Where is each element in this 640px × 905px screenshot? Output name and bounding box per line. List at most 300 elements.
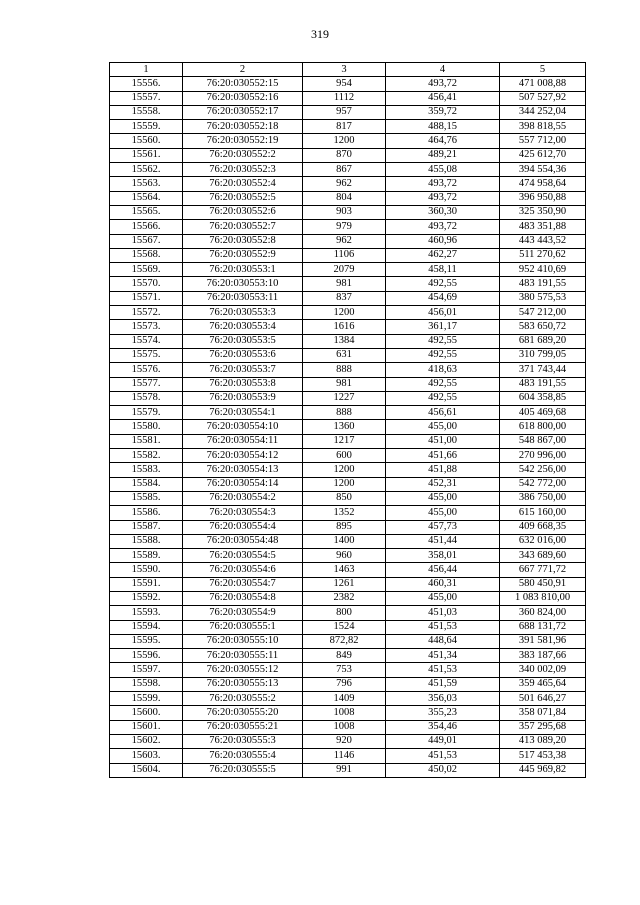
table-cell: 356,03 bbox=[386, 692, 500, 706]
table-cell: 462,27 bbox=[386, 248, 500, 262]
table-cell: 455,00 bbox=[386, 420, 500, 434]
table-cell: 354,46 bbox=[386, 720, 500, 734]
table-cell: 15560. bbox=[110, 134, 183, 148]
table-cell: 615 160,00 bbox=[500, 506, 586, 520]
table-cell: 15575. bbox=[110, 348, 183, 362]
table-cell: 15565. bbox=[110, 205, 183, 219]
table-cell: 451,03 bbox=[386, 606, 500, 620]
table-cell: 667 771,72 bbox=[500, 563, 586, 577]
table-row bbox=[110, 91, 586, 105]
table-row bbox=[110, 463, 586, 477]
table-cell: 394 554,36 bbox=[500, 163, 586, 177]
table-row bbox=[110, 177, 586, 191]
table-cell: 15576. bbox=[110, 363, 183, 377]
table-row bbox=[110, 105, 586, 119]
table-cell: 76:20:030554:14 bbox=[183, 477, 303, 491]
table-cell: 76:20:030554:4 bbox=[183, 520, 303, 534]
table-cell: 15566. bbox=[110, 220, 183, 234]
table-cell: 471 008,88 bbox=[500, 77, 586, 91]
table-cell: 15587. bbox=[110, 520, 183, 534]
table-cell: 474 958,64 bbox=[500, 177, 586, 191]
table-cell: 895 bbox=[303, 520, 386, 534]
table-cell: 76:20:030555:13 bbox=[183, 677, 303, 691]
table-cell: 483 351,88 bbox=[500, 220, 586, 234]
table-cell: 361,17 bbox=[386, 320, 500, 334]
table-cell: 15602. bbox=[110, 734, 183, 748]
table-cell: 76:20:030554:48 bbox=[183, 534, 303, 548]
table-cell: 15589. bbox=[110, 549, 183, 563]
table-cell: 456,61 bbox=[386, 406, 500, 420]
table-cell: 542 256,00 bbox=[500, 463, 586, 477]
table-cell: 1146 bbox=[303, 749, 386, 763]
table-cell: 548 867,00 bbox=[500, 434, 586, 448]
table-cell: 872,82 bbox=[303, 634, 386, 648]
table-cell: 344 252,04 bbox=[500, 105, 586, 119]
table-cell: 76:20:030555:10 bbox=[183, 634, 303, 648]
table-cell: 398 818,55 bbox=[500, 120, 586, 134]
table-cell: 383 187,66 bbox=[500, 649, 586, 663]
table-cell: 460,31 bbox=[386, 577, 500, 591]
table-row bbox=[110, 720, 586, 734]
table-cell: 903 bbox=[303, 205, 386, 219]
table-cell: 488,15 bbox=[386, 120, 500, 134]
table-row bbox=[110, 134, 586, 148]
table-cell: 325 350,90 bbox=[500, 205, 586, 219]
table-cell: 15579. bbox=[110, 406, 183, 420]
table-cell: 451,53 bbox=[386, 620, 500, 634]
table-cell: 360,30 bbox=[386, 205, 500, 219]
table-cell: 15571. bbox=[110, 291, 183, 305]
table-cell: 456,01 bbox=[386, 306, 500, 320]
table-cell: 1261 bbox=[303, 577, 386, 591]
table-cell: 981 bbox=[303, 377, 386, 391]
table-cell: 425 612,70 bbox=[500, 148, 586, 162]
table-row bbox=[110, 377, 586, 391]
table-cell: 492,55 bbox=[386, 391, 500, 405]
table-cell: 493,72 bbox=[386, 220, 500, 234]
table-cell: 493,72 bbox=[386, 191, 500, 205]
table-cell: 681 689,20 bbox=[500, 334, 586, 348]
table-row bbox=[110, 148, 586, 162]
table-cell: 15600. bbox=[110, 706, 183, 720]
table-row bbox=[110, 363, 586, 377]
table-cell: 632 016,00 bbox=[500, 534, 586, 548]
table-cell: 76:20:030552:18 bbox=[183, 120, 303, 134]
table-cell: 15593. bbox=[110, 606, 183, 620]
table-row bbox=[110, 563, 586, 577]
table-cell: 1200 bbox=[303, 306, 386, 320]
table-cell: 76:20:030554:1 bbox=[183, 406, 303, 420]
column-header: 2 bbox=[183, 63, 303, 77]
table-row bbox=[110, 391, 586, 405]
table-cell: 358 071,84 bbox=[500, 706, 586, 720]
table-cell: 358,01 bbox=[386, 549, 500, 563]
table-cell: 979 bbox=[303, 220, 386, 234]
table-cell: 418,63 bbox=[386, 363, 500, 377]
table-cell: 340 002,09 bbox=[500, 663, 586, 677]
table-cell: 1360 bbox=[303, 420, 386, 434]
table-row bbox=[110, 191, 586, 205]
table-cell: 357 295,68 bbox=[500, 720, 586, 734]
table-cell: 451,59 bbox=[386, 677, 500, 691]
table-cell: 15580. bbox=[110, 420, 183, 434]
table-cell: 76:20:030553:10 bbox=[183, 277, 303, 291]
table-cell: 76:20:030553:1 bbox=[183, 263, 303, 277]
table-cell: 391 581,96 bbox=[500, 634, 586, 648]
table-cell: 76:20:030555:12 bbox=[183, 663, 303, 677]
table-row bbox=[110, 205, 586, 219]
table-cell: 451,53 bbox=[386, 749, 500, 763]
table-cell: 76:20:030552:2 bbox=[183, 148, 303, 162]
table-cell: 15558. bbox=[110, 105, 183, 119]
table-cell: 580 450,91 bbox=[500, 577, 586, 591]
table-cell: 492,55 bbox=[386, 377, 500, 391]
table-cell: 456,44 bbox=[386, 563, 500, 577]
table-cell: 405 469,68 bbox=[500, 406, 586, 420]
table-cell: 15591. bbox=[110, 577, 183, 591]
table-cell: 688 131,72 bbox=[500, 620, 586, 634]
table-cell: 15583. bbox=[110, 463, 183, 477]
table-cell: 76:20:030552:5 bbox=[183, 191, 303, 205]
table-cell: 1227 bbox=[303, 391, 386, 405]
table-cell: 557 712,00 bbox=[500, 134, 586, 148]
table-cell: 2382 bbox=[303, 591, 386, 605]
table-cell: 76:20:030554:8 bbox=[183, 591, 303, 605]
table-cell: 954 bbox=[303, 77, 386, 91]
table-cell: 464,76 bbox=[386, 134, 500, 148]
table-cell: 76:20:030552:6 bbox=[183, 205, 303, 219]
table-cell: 631 bbox=[303, 348, 386, 362]
table-cell: 600 bbox=[303, 449, 386, 463]
table-cell: 449,01 bbox=[386, 734, 500, 748]
table-cell: 455,00 bbox=[386, 491, 500, 505]
table-cell: 455,08 bbox=[386, 163, 500, 177]
table-cell: 76:20:030554:3 bbox=[183, 506, 303, 520]
table-cell: 492,55 bbox=[386, 334, 500, 348]
table-cell: 359,72 bbox=[386, 105, 500, 119]
table-cell: 15586. bbox=[110, 506, 183, 520]
page-number: 319 bbox=[311, 27, 329, 41]
table-cell: 604 358,85 bbox=[500, 391, 586, 405]
table-cell: 1112 bbox=[303, 91, 386, 105]
table-row bbox=[110, 234, 586, 248]
table-row bbox=[110, 634, 586, 648]
table-cell: 888 bbox=[303, 406, 386, 420]
table-cell: 15596. bbox=[110, 649, 183, 663]
table-cell: 800 bbox=[303, 606, 386, 620]
table-row bbox=[110, 320, 586, 334]
table-cell: 413 089,20 bbox=[500, 734, 586, 748]
table-cell: 867 bbox=[303, 163, 386, 177]
table-cell: 15590. bbox=[110, 563, 183, 577]
table-row bbox=[110, 406, 586, 420]
table-row bbox=[110, 549, 586, 563]
table-cell: 15557. bbox=[110, 91, 183, 105]
table-cell: 396 950,88 bbox=[500, 191, 586, 205]
table-cell: 492,55 bbox=[386, 277, 500, 291]
table-cell: 76:20:030554:12 bbox=[183, 449, 303, 463]
table-cell: 15569. bbox=[110, 263, 183, 277]
table-cell: 547 212,00 bbox=[500, 306, 586, 320]
table-cell: 409 668,35 bbox=[500, 520, 586, 534]
table-cell: 15599. bbox=[110, 692, 183, 706]
table-cell: 1400 bbox=[303, 534, 386, 548]
table-cell: 76:20:030553:6 bbox=[183, 348, 303, 362]
table-row bbox=[110, 449, 586, 463]
table-cell: 76:20:030555:2 bbox=[183, 692, 303, 706]
column-header: 3 bbox=[303, 63, 386, 77]
header-row bbox=[110, 63, 586, 77]
table-row bbox=[110, 420, 586, 434]
table-row bbox=[110, 692, 586, 706]
table-cell: 15568. bbox=[110, 248, 183, 262]
table-cell: 452,31 bbox=[386, 477, 500, 491]
table-cell: 583 650,72 bbox=[500, 320, 586, 334]
table-cell: 870 bbox=[303, 148, 386, 162]
table-row bbox=[110, 306, 586, 320]
table-cell: 15604. bbox=[110, 763, 183, 777]
table-row bbox=[110, 348, 586, 362]
table-cell: 76:20:030554:6 bbox=[183, 563, 303, 577]
table-row bbox=[110, 248, 586, 262]
table-cell: 492,55 bbox=[386, 348, 500, 362]
table-cell: 489,21 bbox=[386, 148, 500, 162]
table-row bbox=[110, 620, 586, 634]
table-row bbox=[110, 663, 586, 677]
table-row bbox=[110, 706, 586, 720]
table-cell: 1200 bbox=[303, 463, 386, 477]
table-cell: 76:20:030553:8 bbox=[183, 377, 303, 391]
table-cell: 451,34 bbox=[386, 649, 500, 663]
table-cell: 76:20:030554:9 bbox=[183, 606, 303, 620]
table-cell: 455,00 bbox=[386, 506, 500, 520]
table-cell: 76:20:030555:3 bbox=[183, 734, 303, 748]
table-row bbox=[110, 606, 586, 620]
table-cell: 76:20:030553:3 bbox=[183, 306, 303, 320]
table-cell: 850 bbox=[303, 491, 386, 505]
table-cell: 76:20:030552:3 bbox=[183, 163, 303, 177]
table-row bbox=[110, 263, 586, 277]
table-cell: 849 bbox=[303, 649, 386, 663]
table-cell: 15581. bbox=[110, 434, 183, 448]
table-cell: 457,73 bbox=[386, 520, 500, 534]
table-cell: 483 191,55 bbox=[500, 377, 586, 391]
table-row bbox=[110, 277, 586, 291]
table-cell: 542 772,00 bbox=[500, 477, 586, 491]
table-cell: 15559. bbox=[110, 120, 183, 134]
table-row bbox=[110, 677, 586, 691]
table-cell: 15573. bbox=[110, 320, 183, 334]
table-cell: 1106 bbox=[303, 248, 386, 262]
table-row bbox=[110, 734, 586, 748]
table-row bbox=[110, 120, 586, 134]
table-cell: 15601. bbox=[110, 720, 183, 734]
table-cell: 451,66 bbox=[386, 449, 500, 463]
table-cell: 493,72 bbox=[386, 177, 500, 191]
table-cell: 501 646,27 bbox=[500, 692, 586, 706]
table-cell: 1524 bbox=[303, 620, 386, 634]
table-cell: 15567. bbox=[110, 234, 183, 248]
table-row bbox=[110, 649, 586, 663]
table-cell: 618 800,00 bbox=[500, 420, 586, 434]
table-cell: 355,23 bbox=[386, 706, 500, 720]
table-cell: 76:20:030552:9 bbox=[183, 248, 303, 262]
table-cell: 76:20:030554:2 bbox=[183, 491, 303, 505]
table-cell: 15592. bbox=[110, 591, 183, 605]
table-cell: 451,88 bbox=[386, 463, 500, 477]
table-row bbox=[110, 534, 586, 548]
table-cell: 15564. bbox=[110, 191, 183, 205]
table-cell: 310 799,05 bbox=[500, 348, 586, 362]
table-cell: 1352 bbox=[303, 506, 386, 520]
table-cell: 371 743,44 bbox=[500, 363, 586, 377]
table-row bbox=[110, 434, 586, 448]
table-cell: 15603. bbox=[110, 749, 183, 763]
table-row bbox=[110, 520, 586, 534]
table-cell: 76:20:030552:7 bbox=[183, 220, 303, 234]
table-row bbox=[110, 477, 586, 491]
table-cell: 76:20:030553:5 bbox=[183, 334, 303, 348]
table-row bbox=[110, 763, 586, 777]
table-body bbox=[110, 77, 586, 778]
table-cell: 455,00 bbox=[386, 591, 500, 605]
table-cell: 454,69 bbox=[386, 291, 500, 305]
table-cell: 76:20:030554:11 bbox=[183, 434, 303, 448]
table-cell: 458,11 bbox=[386, 263, 500, 277]
table-cell: 15556. bbox=[110, 77, 183, 91]
column-header: 5 bbox=[500, 63, 586, 77]
table-cell: 76:20:030552:8 bbox=[183, 234, 303, 248]
table-cell: 76:20:030553:4 bbox=[183, 320, 303, 334]
table-cell: 451,00 bbox=[386, 434, 500, 448]
table-cell: 76:20:030555:4 bbox=[183, 749, 303, 763]
table-cell: 962 bbox=[303, 234, 386, 248]
table-cell: 76:20:030555:20 bbox=[183, 706, 303, 720]
table-cell: 920 bbox=[303, 734, 386, 748]
table-cell: 76:20:030555:1 bbox=[183, 620, 303, 634]
table-row bbox=[110, 506, 586, 520]
table-cell: 15597. bbox=[110, 663, 183, 677]
table-cell: 15585. bbox=[110, 491, 183, 505]
table-cell: 483 191,55 bbox=[500, 277, 586, 291]
table-cell: 76:20:030553:7 bbox=[183, 363, 303, 377]
table-row bbox=[110, 577, 586, 591]
table-cell: 76:20:030552:19 bbox=[183, 134, 303, 148]
table-cell: 15598. bbox=[110, 677, 183, 691]
table-row bbox=[110, 749, 586, 763]
table-cell: 952 410,69 bbox=[500, 263, 586, 277]
table-cell: 507 527,92 bbox=[500, 91, 586, 105]
table-cell: 15582. bbox=[110, 449, 183, 463]
table-cell: 1463 bbox=[303, 563, 386, 577]
table-cell: 1 083 810,00 bbox=[500, 591, 586, 605]
table-cell: 1217 bbox=[303, 434, 386, 448]
table-cell: 804 bbox=[303, 191, 386, 205]
table-cell: 76:20:030554:10 bbox=[183, 420, 303, 434]
cadastral-table bbox=[109, 62, 586, 778]
table-cell: 15563. bbox=[110, 177, 183, 191]
table-cell: 517 453,38 bbox=[500, 749, 586, 763]
table-cell: 960 bbox=[303, 549, 386, 563]
table-cell: 443 443,52 bbox=[500, 234, 586, 248]
table-cell: 76:20:030555:11 bbox=[183, 649, 303, 663]
table-cell: 15577. bbox=[110, 377, 183, 391]
table-cell: 76:20:030555:21 bbox=[183, 720, 303, 734]
table-cell: 15595. bbox=[110, 634, 183, 648]
table-cell: 2079 bbox=[303, 263, 386, 277]
table-row bbox=[110, 334, 586, 348]
table-cell: 76:20:030554:7 bbox=[183, 577, 303, 591]
table-cell: 76:20:030552:16 bbox=[183, 91, 303, 105]
table-cell: 981 bbox=[303, 277, 386, 291]
table-cell: 76:20:030553:11 bbox=[183, 291, 303, 305]
table-cell: 15561. bbox=[110, 148, 183, 162]
table-row bbox=[110, 491, 586, 505]
table-row bbox=[110, 163, 586, 177]
table-cell: 386 750,00 bbox=[500, 491, 586, 505]
table-cell: 1008 bbox=[303, 706, 386, 720]
table-cell: 448,64 bbox=[386, 634, 500, 648]
table-cell: 15574. bbox=[110, 334, 183, 348]
table-cell: 450,02 bbox=[386, 763, 500, 777]
table-cell: 76:20:030554:5 bbox=[183, 549, 303, 563]
table-cell: 1008 bbox=[303, 720, 386, 734]
table-cell: 76:20:030554:13 bbox=[183, 463, 303, 477]
table-cell: 343 689,60 bbox=[500, 549, 586, 563]
table-row bbox=[110, 220, 586, 234]
table-row bbox=[110, 77, 586, 91]
table-cell: 76:20:030552:17 bbox=[183, 105, 303, 119]
table-cell: 962 bbox=[303, 177, 386, 191]
table-cell: 451,53 bbox=[386, 663, 500, 677]
table-cell: 15562. bbox=[110, 163, 183, 177]
column-header: 1 bbox=[110, 63, 183, 77]
table-cell: 15570. bbox=[110, 277, 183, 291]
table-row bbox=[110, 291, 586, 305]
table-row bbox=[110, 591, 586, 605]
table-cell: 796 bbox=[303, 677, 386, 691]
table-cell: 493,72 bbox=[386, 77, 500, 91]
table-cell: 15578. bbox=[110, 391, 183, 405]
table-cell: 451,44 bbox=[386, 534, 500, 548]
table-cell: 76:20:030552:4 bbox=[183, 177, 303, 191]
table-cell: 1200 bbox=[303, 134, 386, 148]
table-cell: 1409 bbox=[303, 692, 386, 706]
table-cell: 991 bbox=[303, 763, 386, 777]
table-cell: 1200 bbox=[303, 477, 386, 491]
table-cell: 15594. bbox=[110, 620, 183, 634]
column-header: 4 bbox=[386, 63, 500, 77]
table-cell: 359 465,64 bbox=[500, 677, 586, 691]
table-cell: 460,96 bbox=[386, 234, 500, 248]
table-cell: 511 270,62 bbox=[500, 248, 586, 262]
table-cell: 360 824,00 bbox=[500, 606, 586, 620]
table-cell: 837 bbox=[303, 291, 386, 305]
table-cell: 445 969,82 bbox=[500, 763, 586, 777]
table-cell: 15588. bbox=[110, 534, 183, 548]
table-cell: 76:20:030552:15 bbox=[183, 77, 303, 91]
table-cell: 15584. bbox=[110, 477, 183, 491]
table-cell: 1384 bbox=[303, 334, 386, 348]
table-cell: 380 575,53 bbox=[500, 291, 586, 305]
table-cell: 753 bbox=[303, 663, 386, 677]
table-cell: 888 bbox=[303, 363, 386, 377]
table-cell: 1616 bbox=[303, 320, 386, 334]
table-cell: 15572. bbox=[110, 306, 183, 320]
table-cell: 957 bbox=[303, 105, 386, 119]
table-cell: 817 bbox=[303, 120, 386, 134]
table-cell: 270 996,00 bbox=[500, 449, 586, 463]
